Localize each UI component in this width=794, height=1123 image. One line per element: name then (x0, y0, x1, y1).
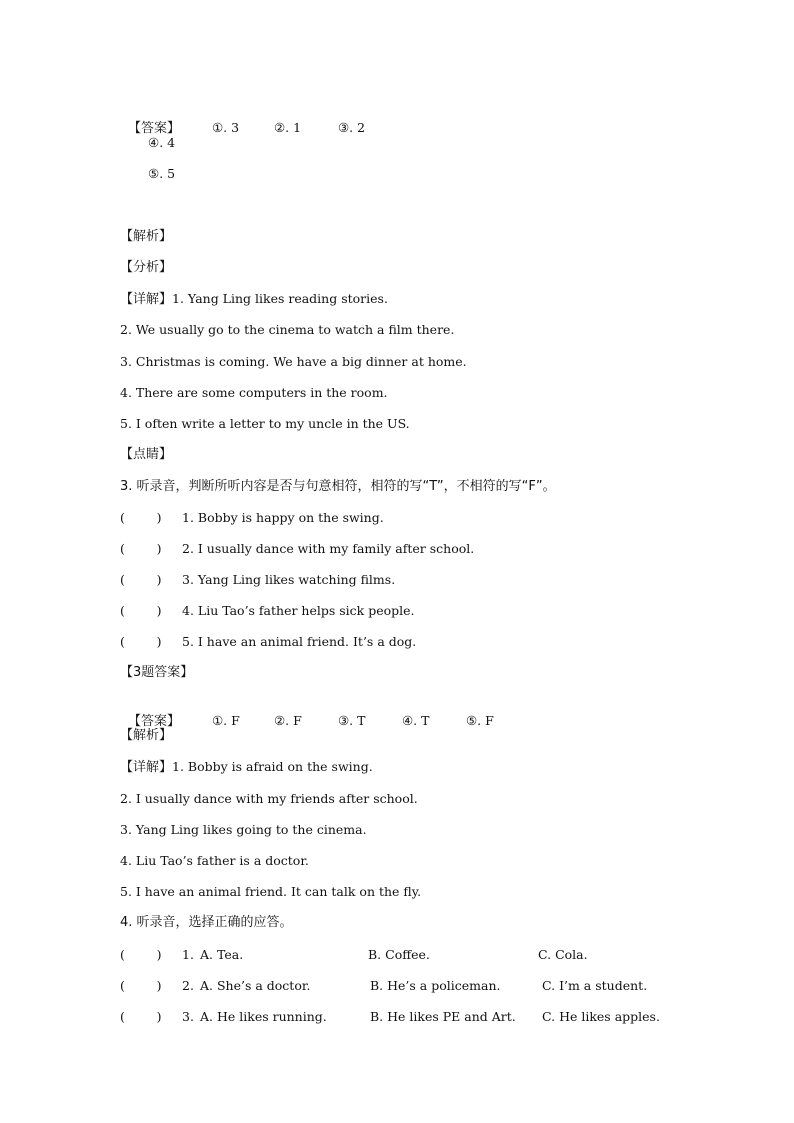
detail-label: 【详解】 (120, 760, 173, 775)
q4-item-num: 3. (182, 1009, 194, 1024)
answer-blank: ( ) (120, 978, 162, 993)
answer-item: ④. T (401, 713, 430, 728)
detail-line: 5. I have an animal friend. It can talk on the fly. (120, 884, 422, 899)
q4-option-b: B. He likes PE and Art. (370, 1009, 516, 1024)
q3-answer-title: 【3题答案】 (120, 665, 194, 680)
detail-line: 1. Bobby is afraid on the swing. (172, 759, 373, 774)
answer-label: 【答案】 (127, 714, 180, 729)
q4-item-num: 1. (182, 947, 194, 962)
q3-item (120, 634, 416, 650)
answer-blank: ( ) (120, 541, 162, 556)
q4-option-c: C. He likes apples. (542, 1009, 660, 1024)
detail-line: 3. Yang Ling likes going to the cinema. (120, 822, 367, 837)
q3-item (120, 541, 474, 557)
answer-item: ③. 2 (337, 120, 366, 135)
answer-item: ②. F (273, 713, 302, 728)
answer-item: ④. 4 (148, 135, 176, 150)
q4-instruction: 4. 听录音，选择正确的应答。 (120, 915, 293, 930)
detail-line: 2. We usually go to the cinema to watch a film there. (120, 322, 455, 337)
dianjing-label: 【点睛】 (120, 447, 173, 462)
q4-item (120, 947, 588, 963)
detail-line: 1. Yang Ling likes reading stories. (172, 291, 388, 306)
detail-line: 3. Christmas is coming. We have a big dinner at home. (120, 354, 467, 369)
q3-item-text: 4. Liu Tao’s father helps sick people. (182, 603, 415, 618)
fenxi-label: 【分析】 (120, 260, 173, 275)
q4-item (120, 978, 647, 994)
q3-item-text: 5. I have an animal friend. It’s a dog. (182, 634, 417, 649)
q3-item-text: 1. Bobby is happy on the swing. (182, 510, 384, 525)
answer-item: ⑤. 5 (148, 166, 176, 181)
q3-item-text: 3. Yang Ling likes watching films. (182, 572, 396, 587)
q4-option-b: B. Coffee. (368, 947, 430, 962)
q4-option-c: C. Cola. (538, 947, 588, 962)
detail-line: 5. I often write a letter to my uncle in the US. (120, 416, 410, 431)
analysis-label: 【解析】 (120, 728, 173, 743)
q4-option-a: A. Tea. (200, 947, 244, 962)
q3-item-text: 2. I usually dance with my family after school. (182, 541, 475, 556)
q3-item (120, 572, 395, 588)
answer-item: ③. T (337, 713, 366, 728)
detail-line: 4. There are some computers in the room. (120, 385, 388, 400)
answer-blank: ( ) (120, 510, 162, 525)
answer-blank: ( ) (120, 947, 162, 962)
q3-item (120, 603, 415, 619)
detail-row (120, 291, 388, 308)
analysis-label: 【解析】 (120, 229, 173, 244)
q3-answer-row (120, 697, 494, 730)
q4-option-c: C. I’m a student. (542, 978, 648, 993)
answer-blank: ( ) (120, 1009, 162, 1024)
q4-option-b: B. He’s a policeman. (370, 978, 501, 993)
q3-item (120, 510, 384, 526)
answer-label: 【答案】 (127, 121, 180, 136)
answer-item: ⑤. F (465, 713, 494, 728)
q4-item (120, 1009, 660, 1025)
detail-label: 【详解】 (120, 292, 173, 307)
q4-option-a: A. He likes running. (200, 1009, 327, 1024)
answer-blank: ( ) (120, 603, 162, 618)
detail-line: 4. Liu Tao’s father is a doctor. (120, 853, 309, 868)
answer-item: ①. F (211, 713, 240, 728)
detail-line: 2. I usually dance with my friends after school. (120, 791, 418, 806)
detail-row (120, 759, 373, 776)
q4-option-a: A. She’s a doctor. (200, 978, 311, 993)
answer-item: ①. 3 (211, 120, 240, 135)
answer-row-1 (120, 104, 365, 137)
q4-item-num: 2. (182, 978, 194, 993)
answer-blank: ( ) (120, 572, 162, 587)
answer-blank: ( ) (120, 634, 162, 649)
answer-item: ②. 1 (273, 120, 302, 135)
q3-instruction: 3. 听录音，判断所听内容是否与句意相符，相符的写“T”，不相符的写“F”。 (120, 479, 556, 494)
